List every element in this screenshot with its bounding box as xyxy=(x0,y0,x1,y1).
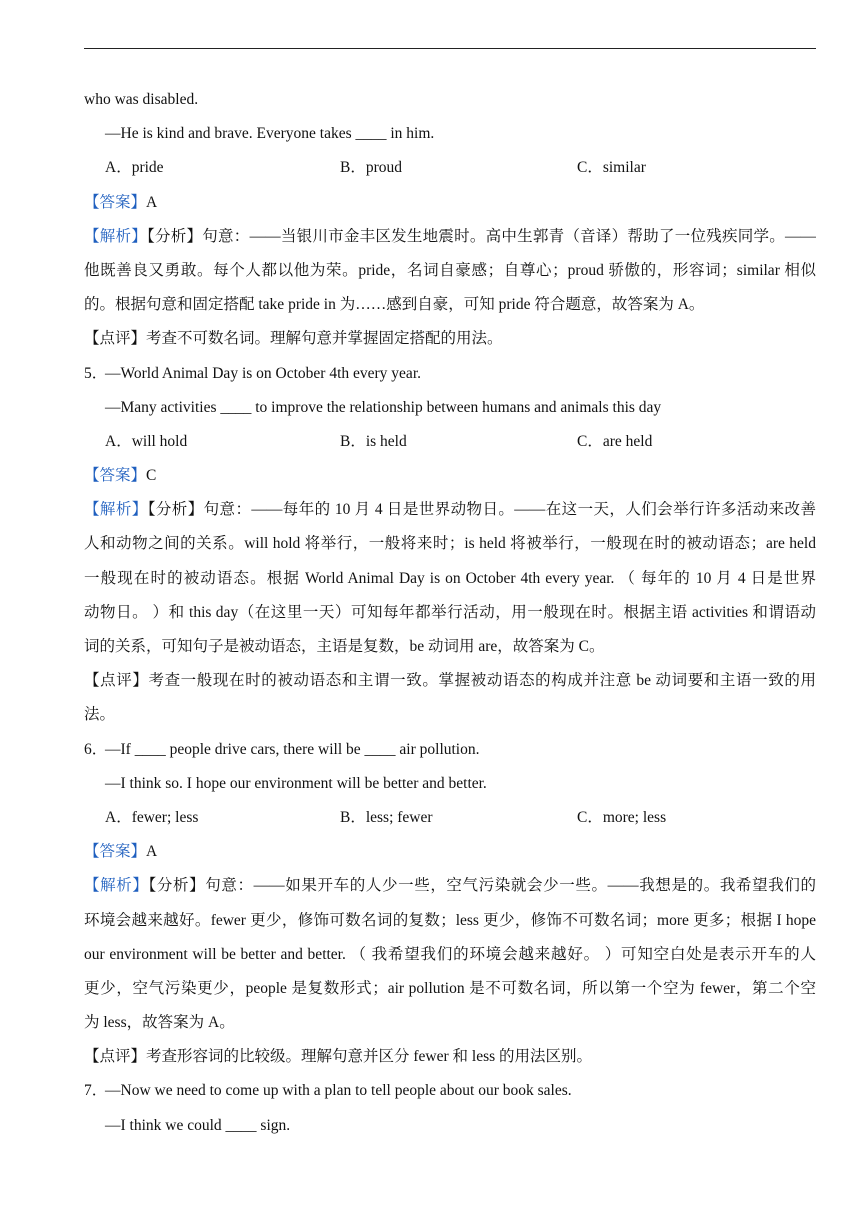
q6-number: 6． xyxy=(84,740,108,758)
q6-line2: —I think so. I hope our environment will be better and better. xyxy=(105,774,487,792)
q5-option-b: B．is held xyxy=(340,432,407,450)
answer-label: 【答案】 xyxy=(84,193,147,211)
analysis-label: 【解析】 xyxy=(84,227,148,245)
answer-value: A xyxy=(146,843,158,861)
analysis-text: 【分析】句意：——当银川市金丰区发生地震时。高中生郭青（音译）帮助了一位残疾同学。—— xyxy=(147,227,816,245)
q7-number: 7． xyxy=(84,1082,108,1100)
q5-analysis-line1 xyxy=(84,493,816,527)
analysis-text: 【分析】句意：——每年的 10 月 4 日是世界动物日。——在这一天，人们会举行许多活动来改善 xyxy=(147,501,816,519)
q6-answer xyxy=(84,835,816,869)
q6-analysis-line4: 更少，空气污染更少，people 是复数形式；air pollution 是不可数名词，所以第一个空为 fewer，第二个空 xyxy=(84,979,816,997)
q5-line1 xyxy=(84,357,816,391)
q5-answer xyxy=(84,459,816,493)
answer-value: C xyxy=(146,467,157,485)
answer-label: 【答案】 xyxy=(84,843,147,861)
q5-analysis-line4: 动物日。 ）和 this day（在这里一天）可知每年都举行活动，用一般现在时。根据主语 activities 和谓语动 xyxy=(84,603,816,621)
q5-comment-line2: 法。 xyxy=(84,706,116,724)
q6-options xyxy=(84,801,816,835)
q6-comment: 【点评】考查形容词的比较级。理解句意并区分 fewer 和 less 的用法区别。 xyxy=(84,1048,593,1066)
q7-line2: —I think we could ____ sign. xyxy=(105,1116,291,1134)
q4-line2: —He is kind and brave. Everyone takes ____ in him. xyxy=(105,125,435,143)
q7-text: —Now we need to come up with a plan to tell people about our book sales. xyxy=(105,1082,572,1100)
header-rule xyxy=(84,48,816,49)
q5-analysis-line3: 一般现在时的被动语态。根据 World Animal Day is on October 4th every year. （ 每年的 10 月 4 日是世界 xyxy=(84,569,816,587)
q4-options xyxy=(84,151,816,185)
q5-line2: —Many activities ____ to improve the relationship between humans and animals this day xyxy=(105,398,662,416)
answer-value: A xyxy=(146,193,158,211)
q6-analysis-line1 xyxy=(84,869,816,903)
analysis-label: 【解析】 xyxy=(84,877,149,895)
q5-analysis-line2: 人和动物之间的关系。will hold 将举行，一般将来时；is held 将被举行，一般现在时的被动语态；are held xyxy=(84,535,816,553)
q4-analysis-line1 xyxy=(84,220,816,254)
q4-tail: who was disabled. xyxy=(84,91,199,108)
q6-text: —If ____ people drive cars, there will be ____ air pollution. xyxy=(105,740,480,758)
analysis-label: 【解析】 xyxy=(84,501,148,519)
q4-option-a: A．pride xyxy=(105,159,164,177)
q5-comment-line1: 【点评】考查一般现在时的被动语态和主谓一致。掌握被动语态的构成并注意 be 动词要和主语一致的用 xyxy=(84,672,816,690)
q6-analysis-line3: our environment will be better and better. （ 我希望我们的环境会越来越好。 ）可知空白处是表示开车的人 xyxy=(84,945,816,963)
q6-option-a: A．fewer; less xyxy=(105,808,199,826)
answer-label: 【答案】 xyxy=(84,467,147,485)
q7-line1 xyxy=(84,1074,816,1108)
q4-option-b: B．proud xyxy=(340,159,403,177)
q5-number: 5． xyxy=(84,364,108,382)
q6-analysis-line2: 环境会越来越好。fewer 更少，修饰可数名词的复数；less 更少，修饰不可数名词；more 更多；根据 I hope xyxy=(84,911,816,929)
document-body xyxy=(84,83,816,1143)
q5-option-a: A．will hold xyxy=(105,432,188,450)
q5-options xyxy=(84,425,816,459)
q6-analysis-line5: 为 less，故答案为 A。 xyxy=(84,1014,235,1032)
q4-analysis-line2: 他既善良又勇敢。每个人都以他为荣。pride，名词自豪感；自尊心；proud 骄傲的，形容词；similar 相似 xyxy=(84,261,816,279)
q6-option-c: C．more; less xyxy=(577,808,667,826)
q5-analysis-line5: 词的关系，可知句子是被动语态，主语是复数，be 动词用 are，故答案为 C。 xyxy=(84,638,605,655)
q4-comment: 【点评】考查不可数名词。理解句意并掌握固定搭配的用法。 xyxy=(84,330,503,348)
q5-text: —World Animal Day is on October 4th every year. xyxy=(105,364,421,382)
q6-line1 xyxy=(84,733,816,767)
analysis-text: 【分析】句意：——如果开车的人少一些，空气污染就会少一些。——我想是的。我希望我们的 xyxy=(148,877,816,895)
q5-option-c: C．are held xyxy=(577,432,653,450)
q6-option-b: B．less; fewer xyxy=(340,808,433,826)
q4-analysis-line3: 的。根据句意和固定搭配 take pride in 为……感到自豪，可知 pride 符合题意，故答案为 A。 xyxy=(84,296,705,314)
q4-option-c: C．similar xyxy=(577,159,646,177)
q4-answer xyxy=(84,186,816,220)
